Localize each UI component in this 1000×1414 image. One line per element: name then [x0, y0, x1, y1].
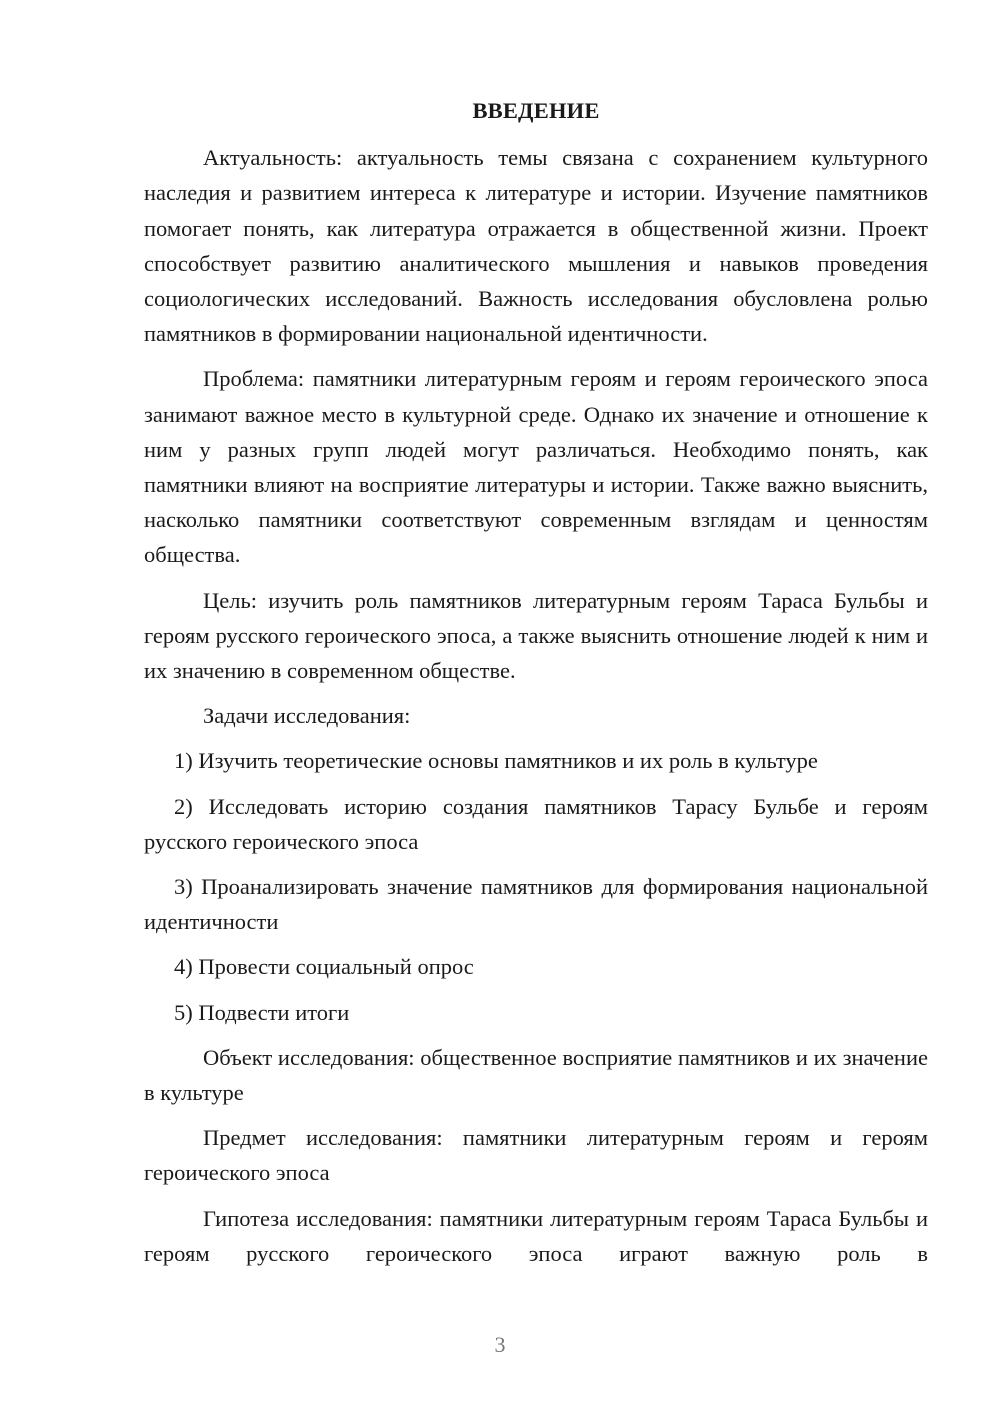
task-item-1: 1) Изучить теоретические основы памятников и их роль в культуре: [174, 748, 818, 774]
page-body: [144, 93, 928, 1281]
tasks-heading: Задачи исследования:: [203, 703, 411, 729]
paragraph-hypothesis: Гипотеза исследования: памятники литературным героям Тараса Бульбы и героям русского героического эпоса играют важную роль в: [144, 1205, 928, 1266]
paragraph-object: Объект исследования: общественное восприятие памятников и их значение в культуре: [144, 1044, 928, 1106]
task-item-2: 2) Исследовать историю создания памятников Тарасу Бульбе и героям русского героического эпоса: [144, 793, 928, 854]
paragraph-relevance: Актуальность: актуальность темы связана с сохранением культурного наследия и развитием интереса к литературе и истории. Изучение памятников помогает понять, как литература отражается в общественной жизни. Проект способствует развитию аналитического мышления и навыков проведения социологических исследований. Важность исследования обусловлена ролью памятников в формировании национальной идентичности.: [144, 145, 928, 347]
task-item-5: 5) Подвести итоги: [174, 999, 350, 1025]
section-title: ВВЕДЕНИЕ: [472, 98, 600, 123]
page-number: 3: [494, 1332, 506, 1357]
paragraph-goal: Цель: изучить роль памятников литературным героям Тараса Бульбы и героям русского героического эпоса, а также выяснить отношение людей к ним и их значению в современном обществе.: [144, 587, 928, 684]
paragraph-problem: Проблема: памятники литературным героям и героям героического эпоса занимают важное место в культурной среде. Однако их значение и отношение к ним у разных групп людей могут различаться. Необходимо понять, как памятники влияют на восприятие литературы и истории. Также важно выяснить, насколько памятники соответствуют современным взглядам и ценностям общества.: [144, 366, 928, 568]
task-item-4: 4) Провести социальный опрос: [174, 954, 474, 980]
task-item-3: 3) Проанализировать значение памятников для формирования национальной идентичности: [144, 874, 928, 935]
paragraph-subject: Предмет исследования: памятники литературным героям и героям героического эпоса: [144, 1125, 928, 1186]
